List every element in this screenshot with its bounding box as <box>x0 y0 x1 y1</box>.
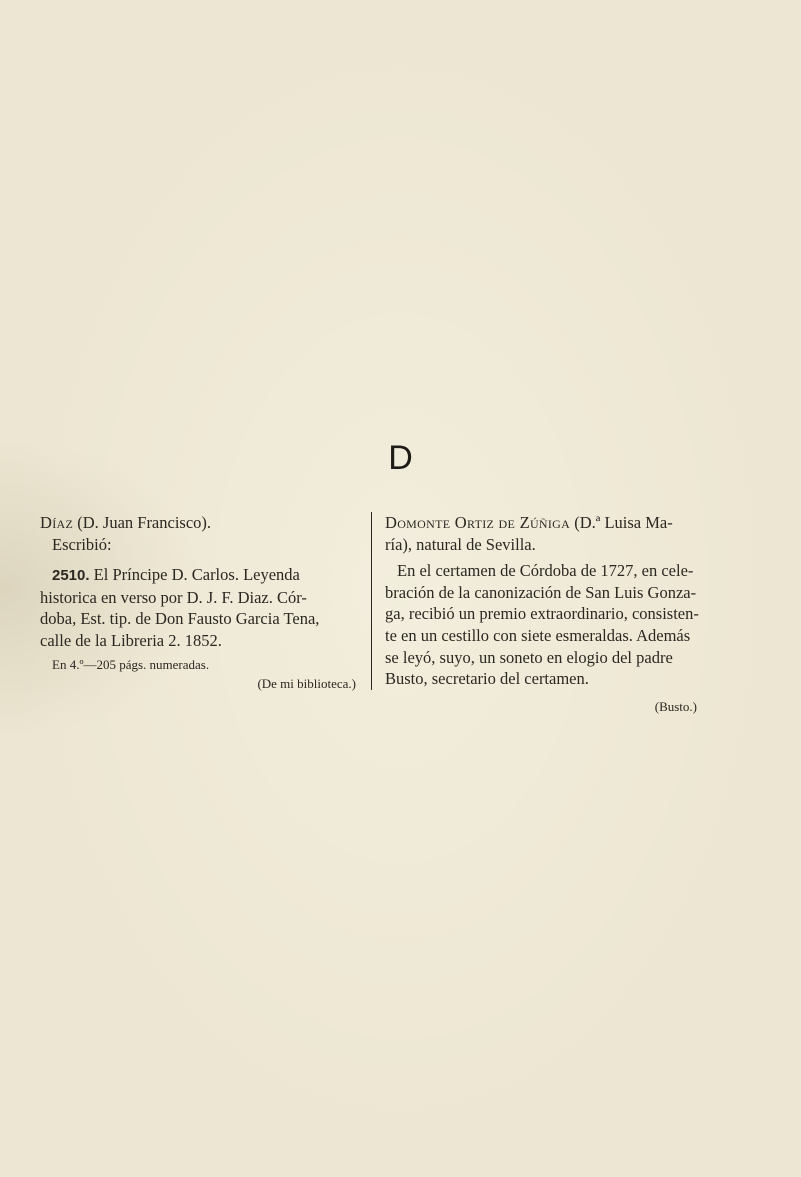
right-column <box>385 512 709 717</box>
body-line-2: bración de la canonización de San Luis Gonza- <box>385 582 697 602</box>
body-line-4: te en un cestillo con siete esmeraldas. Además <box>385 625 691 645</box>
entry-2510 <box>40 564 360 651</box>
author-heading-diaz <box>40 512 360 534</box>
source-citation: (Busto.) <box>654 698 697 714</box>
entry-line-3: doba, Est. tip. de Don Fausto Garcia Tena, <box>40 609 320 629</box>
author-name: Domonte Ortiz de Zúñiga <box>385 513 571 532</box>
author-details: (D.ª Luisa Ma- <box>570 513 673 532</box>
body-line-6: Busto, secretario del certamen. <box>385 669 589 689</box>
body-line-3: ga, recibió un premio extraordinario, consisten- <box>385 604 699 624</box>
column-divider <box>371 512 372 690</box>
author-details: (D. Juan Francisco). <box>73 513 212 532</box>
section-letter: D <box>388 439 413 477</box>
source-citation: (De mi biblioteca.) <box>257 675 356 691</box>
author-name: Díaz <box>40 513 74 532</box>
wrote-label: Escribió: <box>52 534 112 554</box>
entry-line-1: 2510. El Príncipe D. Carlos. Leyenda <box>52 565 300 585</box>
entry-body <box>385 560 709 690</box>
author-heading-domonte <box>385 512 709 555</box>
format-line: En 4.º—205 págs. numeradas. <box>52 656 210 672</box>
entry-line-4: calle de la Libreria 2. 1852. <box>40 630 222 650</box>
body-line-5: se leyó, suyo, un soneto en elogio del padre <box>385 647 673 667</box>
body-line-1: En el certamen de Córdoba de 1727, en cele- <box>397 561 694 581</box>
entry-number: 2510. <box>52 567 90 585</box>
entry-line-2: historica en verso por D. J. F. Diaz. Cór- <box>40 587 307 607</box>
author-details-cont: ría), natural de Sevilla. <box>385 534 536 554</box>
left-column <box>40 512 360 694</box>
